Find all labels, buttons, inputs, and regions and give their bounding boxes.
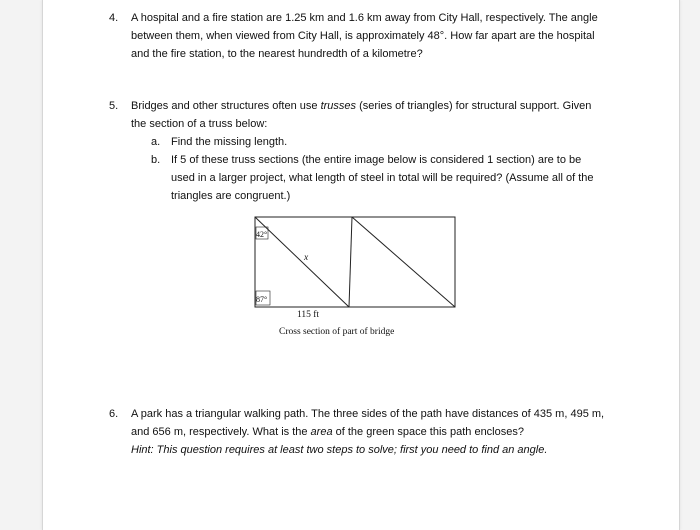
document-page — [42, 0, 680, 530]
subpart-letter: a. — [151, 136, 161, 148]
subpart-letter: b. — [151, 154, 161, 166]
question-text-line: A hospital and a fire station are 1.25 km and 1.6 km away from City Hall, respectively. The angle — [131, 12, 598, 24]
question-text: of the green space this path encloses? — [332, 426, 524, 438]
truss-vertical-middle — [349, 217, 352, 307]
question-text-line — [131, 97, 631, 115]
question-text-line — [131, 423, 641, 441]
trusses-term: trusses — [320, 100, 357, 112]
intro-text: (series of triangles) for structural support. Given — [356, 100, 592, 112]
subpart-a — [131, 133, 631, 151]
figure-caption: Cross section of part of bridge — [279, 327, 395, 337]
question-number: 6. — [109, 408, 119, 420]
subpart-text-line: triangles are congruent.) — [171, 190, 291, 202]
angle-top-label: 42° — [256, 230, 268, 239]
question-number: 5. — [109, 100, 119, 112]
base-length-label: 115 ft — [297, 310, 320, 320]
subpart-b — [131, 151, 631, 205]
truss-figure — [253, 215, 503, 345]
question-number: 4. — [109, 12, 119, 24]
intro-text: Bridges and other structures often use — [131, 100, 321, 112]
subpart-text-line: Find the missing length. — [171, 136, 288, 148]
angle-bottom-label: 87° — [256, 295, 268, 304]
area-term: area — [310, 426, 333, 438]
question-text-line: A park has a triangular walking path. The three sides of the path have distances of 435 m, 495 m, — [131, 408, 605, 420]
truss-outline — [255, 217, 455, 307]
truss-diagonal-left — [255, 217, 349, 307]
question-text-line: the section of a truss below: — [131, 118, 268, 130]
question-text-line: between them, when viewed from City Hall, is approximately 48°. How far apart are the hospital — [131, 30, 595, 42]
subpart-text-line: If 5 of these truss sections (the entire image below is considered 1 section) are to be — [171, 154, 582, 166]
missing-length-label: x — [304, 253, 309, 263]
truss-diagonal-right — [352, 217, 455, 307]
question-text: and 656 m, respectively. What is the — [131, 426, 311, 438]
hint-text: Hint: This question requires at least two steps to solve; first you need to find an angle. — [131, 444, 548, 456]
truss-diagram — [253, 215, 503, 315]
question-text-line: and the fire station, to the nearest hundredth of a kilometre? — [131, 48, 423, 60]
subpart-text-line: used in a larger project, what length of steel in total will be required? (Assume all of the — [171, 172, 594, 184]
